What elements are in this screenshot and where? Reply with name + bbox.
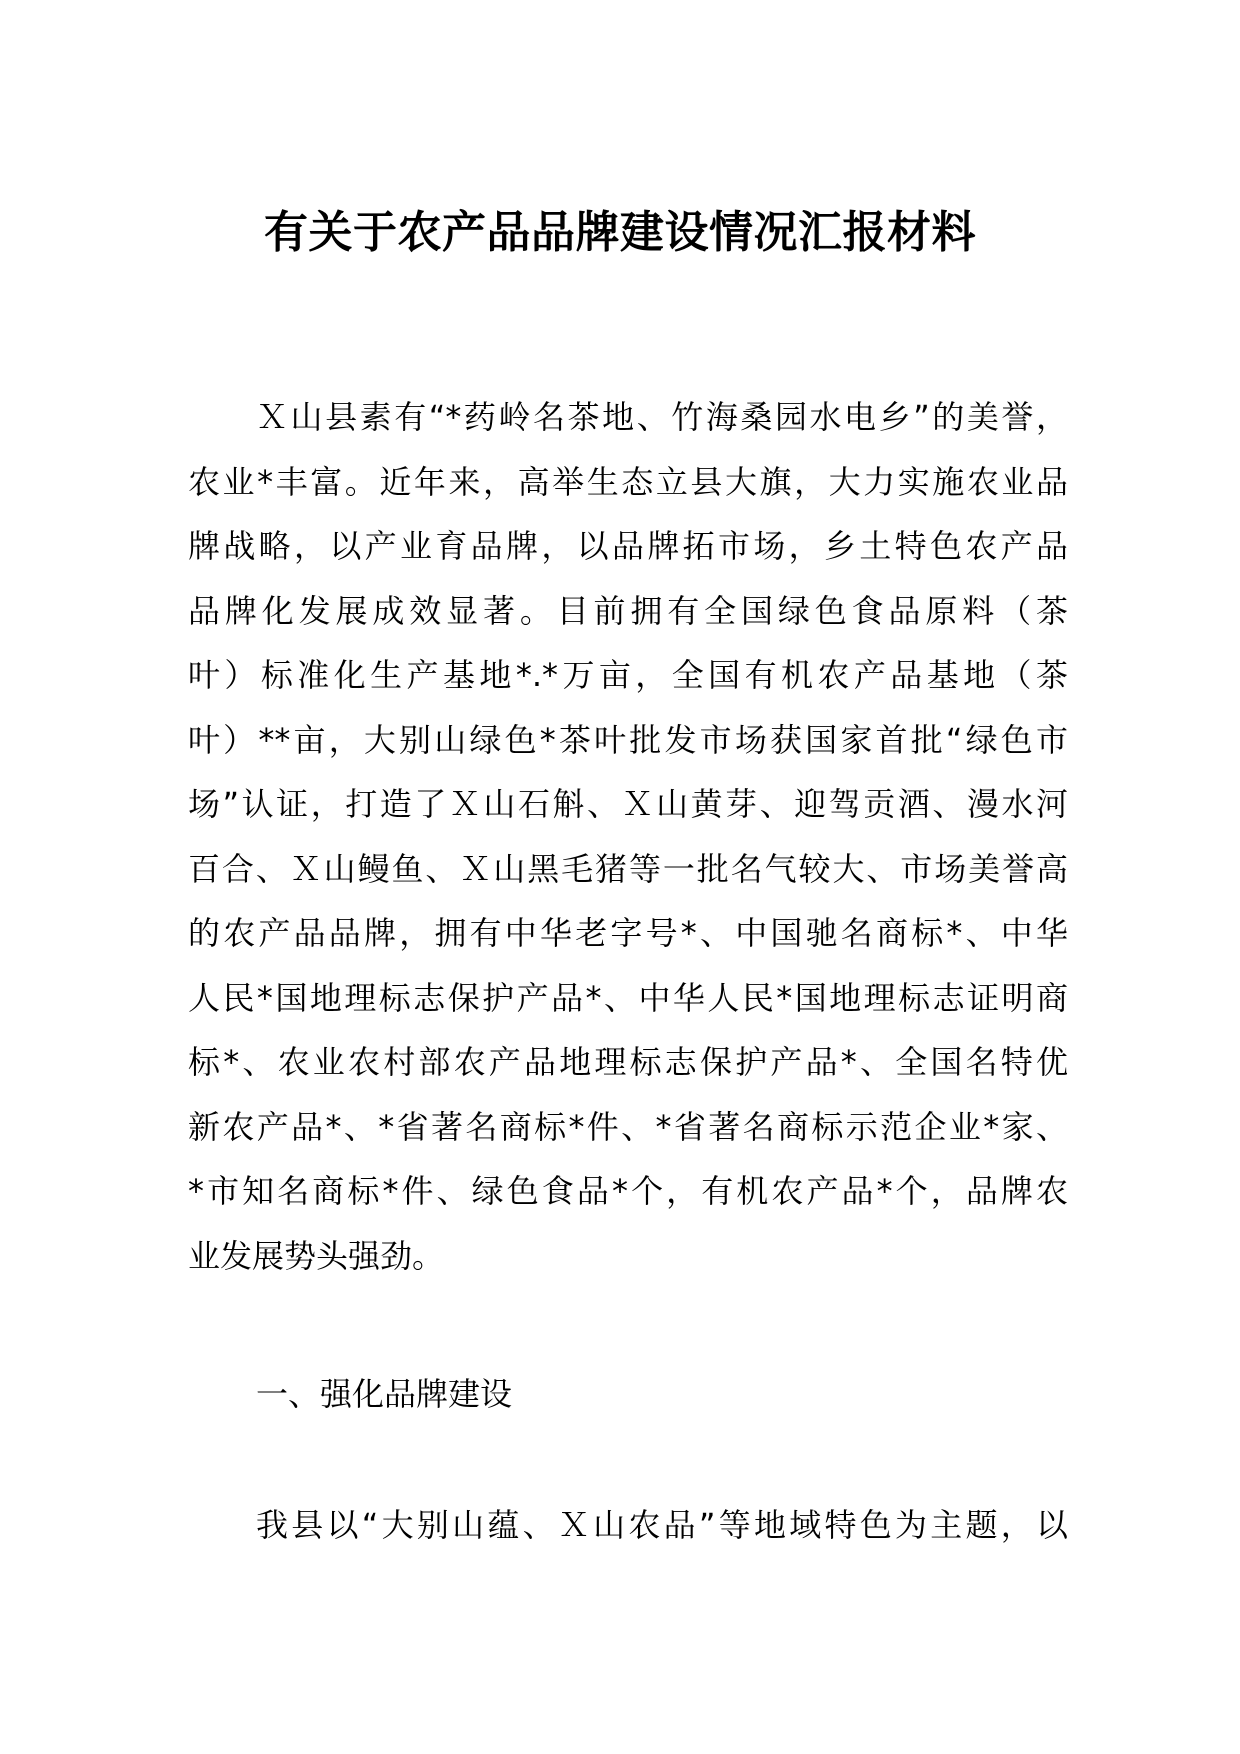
document-title: 有关于农产品品牌建设情况汇报材料 — [264, 207, 976, 258]
paragraph-line: 场”认证，打造了Ｘ山石斛、Ｘ山黄芽、迎驾贡酒、漫水河 — [188, 785, 1068, 823]
paragraph-section-1 — [188, 1493, 1068, 1558]
paragraph-line: 的农产品品牌，拥有中华老字号*、中国驰名商标*、中华 — [188, 914, 1068, 952]
paragraph-line: 百合、Ｘ山鳗鱼、Ｘ山黑毛猪等一批名气较大、市场美誉高 — [188, 849, 1068, 888]
paragraph-line: 品牌化发展成效显著。目前拥有全国绿色食品原料（茶 — [188, 591, 1068, 630]
paragraph-line: 牌战略，以产业育品牌，以品牌拓市场，乡土特色农产品 — [188, 527, 1068, 565]
paragraph-line: 标*、农业农村部农产品地理标志保护产品*、全国名特优 — [188, 1043, 1068, 1081]
paragraph-line: Ｘ山县素有“*药岭名茶地、竹海桑园水电乡”的美誉， — [256, 398, 1068, 436]
section-heading — [188, 1362, 1068, 1427]
paragraph-line: 农业*丰富。近年来，高举生态立县大旗，大力实施农业品 — [188, 462, 1068, 501]
paragraph-intro — [188, 385, 1068, 1288]
paragraph-line: 我县以“大别山蕴、Ｘ山农品”等地域特色为主题，以 — [256, 1506, 1068, 1544]
paragraph-line: 新农产品*、*省著名商标*件、*省著名商标示范企业*家、 — [188, 1107, 1068, 1146]
section-heading-text: 一、强化品牌建设 — [256, 1375, 513, 1413]
paragraph-line: 叶）**亩，大别山绿色*茶叶批发市场获国家首批“绿色市 — [188, 720, 1068, 759]
paragraph-line: 人民*国地理标志保护产品*、中华人民*国地理标志证明商 — [188, 978, 1068, 1017]
paragraph-line: *市知名商标*件、绿色食品*个，有机农产品*个，品牌农 — [188, 1172, 1068, 1210]
paragraph-line: 业发展势头强劲。 — [188, 1236, 445, 1275]
paragraph-line: 叶）标准化生产基地*.*万亩，全国有机农产品基地（茶 — [188, 656, 1068, 694]
